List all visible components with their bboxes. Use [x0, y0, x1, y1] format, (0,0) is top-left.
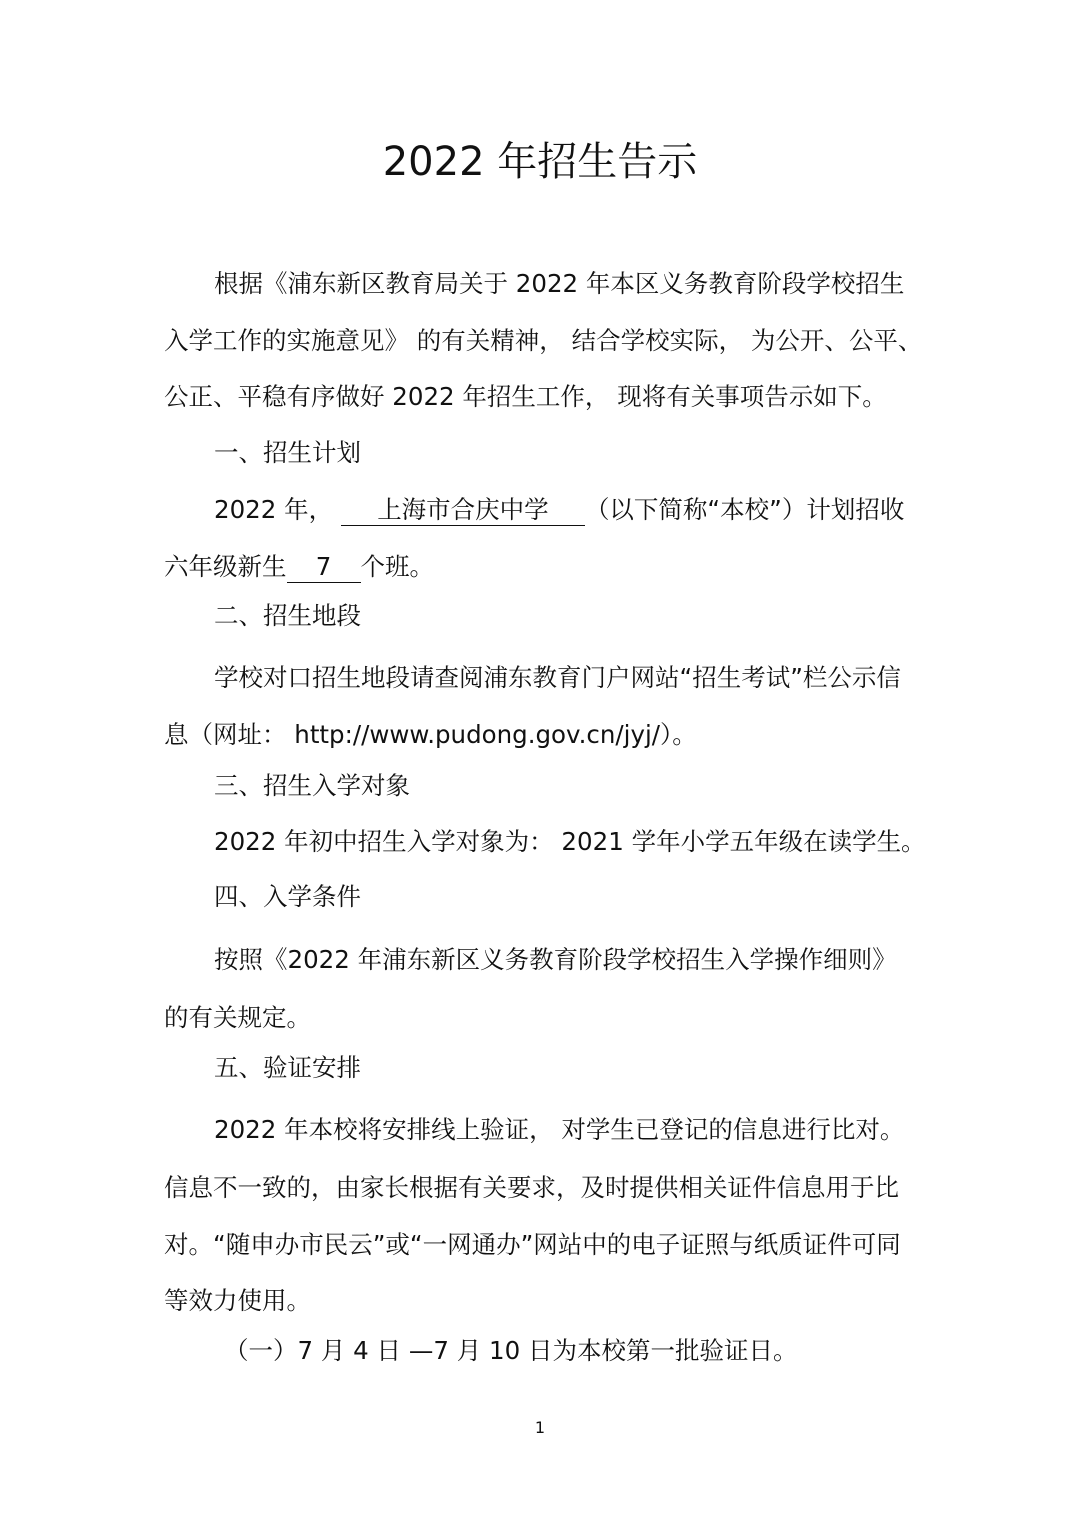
- section-2-heading: 二、招生地段: [214, 601, 361, 630]
- section-5-heading: 五、验证安排: [214, 1053, 361, 1082]
- year-prefix: 2022 年，: [214, 495, 334, 524]
- section-3-line-1: 2022 年初中招生入学对象为： 2021 学年小学五年级在读学生。: [214, 827, 926, 856]
- school-name-blank: 上海市合庆中学: [341, 495, 585, 526]
- section-5-line-2: 信息不一致的，由家长根据有关要求，及时提供相关证件信息用于比: [164, 1173, 899, 1202]
- class-suffix: 个班。: [360, 552, 434, 581]
- intro-line-1: 根据《浦东新区教育局关于 2022 年本区义务教育阶段学校招生: [214, 269, 905, 298]
- section-5-line-3: 对。“随申办市民云”或“一网通办”网站中的电子证照与纸质证件可同: [164, 1230, 901, 1259]
- document-title: 2022 年招生告示: [382, 139, 698, 185]
- section-2-line-2: 息（网址： http://www.pudong.gov.cn/jyj/）。: [164, 720, 697, 749]
- intro-line-3: 公正、平稳有序做好 2022 年招生工作， 现将有关事项告示如下。: [164, 382, 887, 411]
- section-1-line-2: [164, 551, 434, 583]
- section-5-line-4: 等效力使用。: [164, 1286, 311, 1315]
- section-1-line-1: [214, 494, 904, 526]
- section-4-heading: 四、入学条件: [214, 882, 361, 911]
- intro-line-2: 入学工作的实施意见》 的有关精神， 结合学校实际， 为公开、公平、: [164, 326, 923, 355]
- section-5-item-1: （一）7 月 4 日 —7 月 10 日为本校第一批验证日。: [224, 1336, 798, 1365]
- section-5-line-1: 2022 年本校将安排线上验证， 对学生已登记的信息进行比对。: [214, 1115, 905, 1144]
- grade-prefix: 六年级新生: [164, 552, 287, 581]
- after-school-text: （以下简称“本校”）计划招收: [584, 495, 905, 524]
- section-4-line-1: 按照《2022 年浦东新区义务教育阶段学校招生入学操作细则》: [214, 945, 897, 974]
- page-number: 1: [534, 1418, 546, 1437]
- section-3-heading: 三、招生入学对象: [214, 771, 410, 800]
- section-1-heading: 一、招生计划: [214, 438, 361, 467]
- class-count-blank: 7: [287, 552, 361, 583]
- section-4-line-2: 的有关规定。: [164, 1003, 311, 1032]
- section-2-line-1: 学校对口招生地段请查阅浦东教育门户网站“招生考试”栏公示信: [214, 663, 901, 692]
